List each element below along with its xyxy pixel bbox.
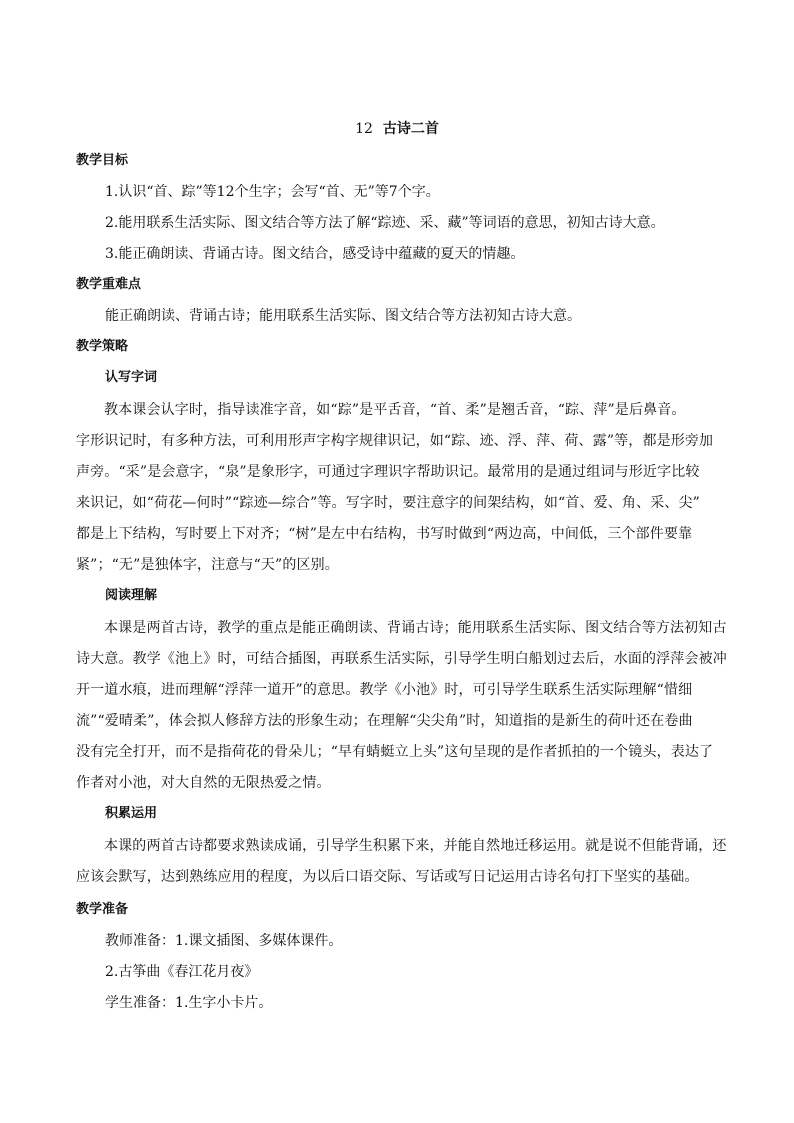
goal-item-1: 1.认识“首、踪”等12个生字；会写“首、无”等7个字。 bbox=[105, 184, 440, 200]
teacher-preparation-2: 2.古筝曲《春江花月夜》 bbox=[105, 964, 259, 980]
literacy-line: 声旁。“采”是会意字，“泉”是象形字，可通过字理识字帮助识记。最常用的是通过组词与形近字比较 bbox=[76, 464, 700, 480]
preparation-heading: 教学准备 bbox=[76, 902, 129, 917]
reading-subheading: 阅读理解 bbox=[105, 588, 158, 603]
reading-line: 流”“爱晴柔”，体会拟人修辞方法的形象生动；在理解“尖尖角”时，知道指的是新生的荷叶还在卷曲 bbox=[76, 713, 693, 729]
literacy-line: 教本课会认字时，指导读准字音，如“踪”是平舌音，“首、柔”是翘舌音，“踪、萍”是后鼻音。 bbox=[104, 402, 686, 418]
literacy-line: 紧”；“无”是独体字，注意与“天”的区别。 bbox=[76, 557, 339, 573]
lesson-number: 12 bbox=[355, 121, 373, 137]
literacy-line: 来识记，如“荷花—何时”“踪迹—综合”等。写字时，要注意字的间架结构，如“首、爱、角、采、尖” bbox=[76, 495, 700, 511]
key-points-text: 能正确朗读、背诵古诗；能用联系生活实际、图文结合等方法初知古诗大意。 bbox=[105, 308, 581, 324]
strategy-heading: 教学策略 bbox=[76, 339, 129, 354]
reading-line: 作者对小池，对大自然的无限热爱之情。 bbox=[76, 775, 331, 791]
reading-paragraph bbox=[76, 613, 727, 799]
application-paragraph bbox=[76, 831, 727, 893]
application-subheading: 积累运用 bbox=[105, 806, 158, 821]
goal-item-2: 2.能用联系生活实际、图文结合等方法了解“踪迹、采、藏”等词语的意思，初知古诗大意。 bbox=[105, 215, 665, 231]
lesson-title bbox=[0, 119, 794, 139]
lesson-title-text: 古诗二首 bbox=[382, 121, 439, 137]
literacy-line: 字形识记时，有多种方法，可利用形声字构字规律识记，如“踪、迹、浮、萍、荷、露”等，都是形旁加 bbox=[76, 433, 714, 449]
key-points-heading: 教学重难点 bbox=[76, 277, 142, 292]
student-preparation: 学生准备：1.生字小卡片。 bbox=[105, 995, 273, 1011]
reading-line: 本课是两首古诗，教学的重点是能正确朗读、背诵古诗；能用联系生活实际、图文结合等方法初知古 bbox=[104, 620, 727, 636]
reading-line: 没有完全打开，而不是指荷花的骨朵儿；“早有蜻蜓立上头”这句呈现的是作者抓拍的一个镜头，表达了 bbox=[76, 744, 714, 760]
application-line: 应该会默写，达到熟练应用的程度，为以后口语交际、写话或写日记运用古诗名句打下坚实的基础。 bbox=[76, 869, 699, 885]
application-line: 本课的两首古诗都要求熟读成诵，引导学生积累下来，并能自然地迁移运用。就是说不但能背诵，还 bbox=[104, 838, 727, 854]
literacy-line: 都是上下结构，写时要上下对齐；“树”是左中右结构，书写时做到“两边高，中间低，三个部件要靠 bbox=[76, 526, 693, 542]
teacher-preparation: 教师准备：1.课文插图、多媒体课件。 bbox=[105, 933, 343, 949]
reading-line: 诗大意。教学《池上》时，可结合插图，再联系生活实际，引导学生明白船划过去后，水面的浮萍会被冲 bbox=[76, 651, 727, 667]
reading-line: 开一道水痕，进而理解“浮萍一道开”的意思。教学《小池》时，可引导学生联系生活实际理解“惜细 bbox=[76, 682, 693, 698]
goals-heading: 教学目标 bbox=[76, 153, 129, 168]
goal-item-3: 3.能正确朗读、背诵古诗。图文结合，感受诗中蕴藏的夏天的情趣。 bbox=[105, 246, 525, 262]
literacy-subheading: 认写字词 bbox=[105, 370, 158, 385]
literacy-paragraph bbox=[76, 395, 722, 581]
